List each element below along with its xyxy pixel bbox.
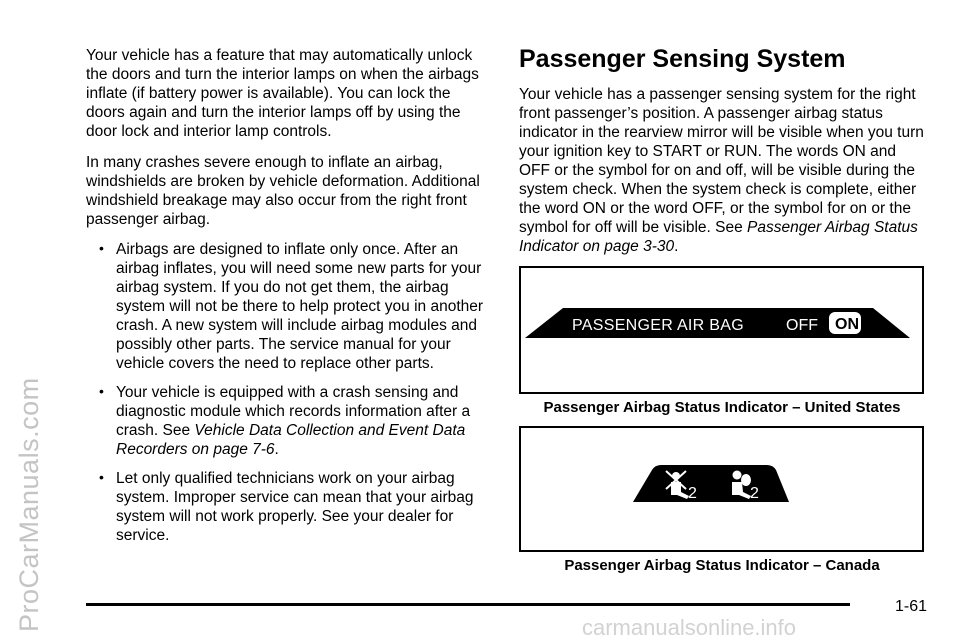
bullet-icon: • [99, 240, 104, 256]
list-item [86, 469, 490, 545]
canada-indicator-illustration [521, 428, 922, 550]
footer-watermark: carmanualsonline.info [582, 615, 797, 640]
side-watermark: ProCarManuals.com [14, 377, 44, 632]
intro-tail: . [674, 238, 679, 255]
page-number: 1-61 [895, 598, 928, 615]
right-column [519, 44, 925, 574]
indicator-on-text: ON [835, 316, 859, 333]
bullet-icon: • [99, 383, 104, 399]
indicator-digit-left: 2 [688, 485, 697, 502]
figure-us-indicator [519, 266, 924, 394]
caption-canada: Passenger Airbag Status Indicator – Canada [564, 557, 880, 574]
bullet-list [86, 240, 490, 545]
bullet-text: Your vehicle is equipped with a crash sensing and diagnostic module which records information after a crash. See [116, 384, 471, 439]
paragraph-sensing-intro [519, 85, 925, 256]
bullet-text: Airbags are designed to inflate only once. After an airbag inflates, you will need some new parts for your airbag system. If you do not get them, the airbag system will not be there to help protect you in another crash. A new system will include airbag modules and possibly other parts. The service manual for your vehicle covers the need to replace other parts. [116, 241, 484, 372]
indicator-bar [633, 465, 789, 502]
figure-canada-indicator [519, 426, 924, 552]
cross-reference-link[interactable]: Passenger Airbag Status Indicator on page 3-30 [519, 219, 918, 255]
bullet-text: Let only qualified technicians work on your airbag system. Improper service can mean that your airbag system will not work properly. See your dealer for service. [116, 470, 474, 544]
indicator-digit-right: 2 [750, 485, 759, 502]
paragraph-windshield: In many crashes severe enough to inflate an airbag, windshields are broken by vehicle deformation. Additional windshield breakage may also occur from the right front passenger airbag. [86, 154, 480, 228]
left-column [86, 46, 490, 555]
section-heading: Passenger Sensing System [519, 45, 846, 73]
list-item [86, 240, 490, 373]
indicator-label: PASSENGER AIR BAG [572, 317, 744, 334]
intro-text: Your vehicle has a passenger sensing system for the right front passenger’s position. A passenger airbag status indicator in the rearview mirror will be visible when you turn your ignition key to START or RUN. The words ON and OFF or the symbol for on and off, will be visible during the system check. When the system check is complete, either the word ON or the word OFF, or the symbol for on or the symbol for off will be visible. See [519, 86, 924, 236]
us-indicator-illustration [521, 268, 922, 392]
cross-reference-link[interactable]: Vehicle Data Collection and Event Data Recorders on page 7-6 [116, 422, 466, 458]
caption-us: Passenger Airbag Status Indicator – United States [543, 399, 901, 416]
bullet-tail: . [274, 441, 279, 458]
list-item [86, 383, 490, 459]
bullet-icon: • [99, 469, 104, 485]
footer-rule [86, 603, 850, 606]
paragraph-auto-unlock: Your vehicle has a feature that may automatically unlock the doors and turn the interior lamps on when the airbags inflate (if battery power is available). You can lock the doors again and turn the interior lamps off by using the door lock and interior lamp controls. [86, 47, 479, 140]
indicator-off-text: OFF [786, 317, 818, 334]
